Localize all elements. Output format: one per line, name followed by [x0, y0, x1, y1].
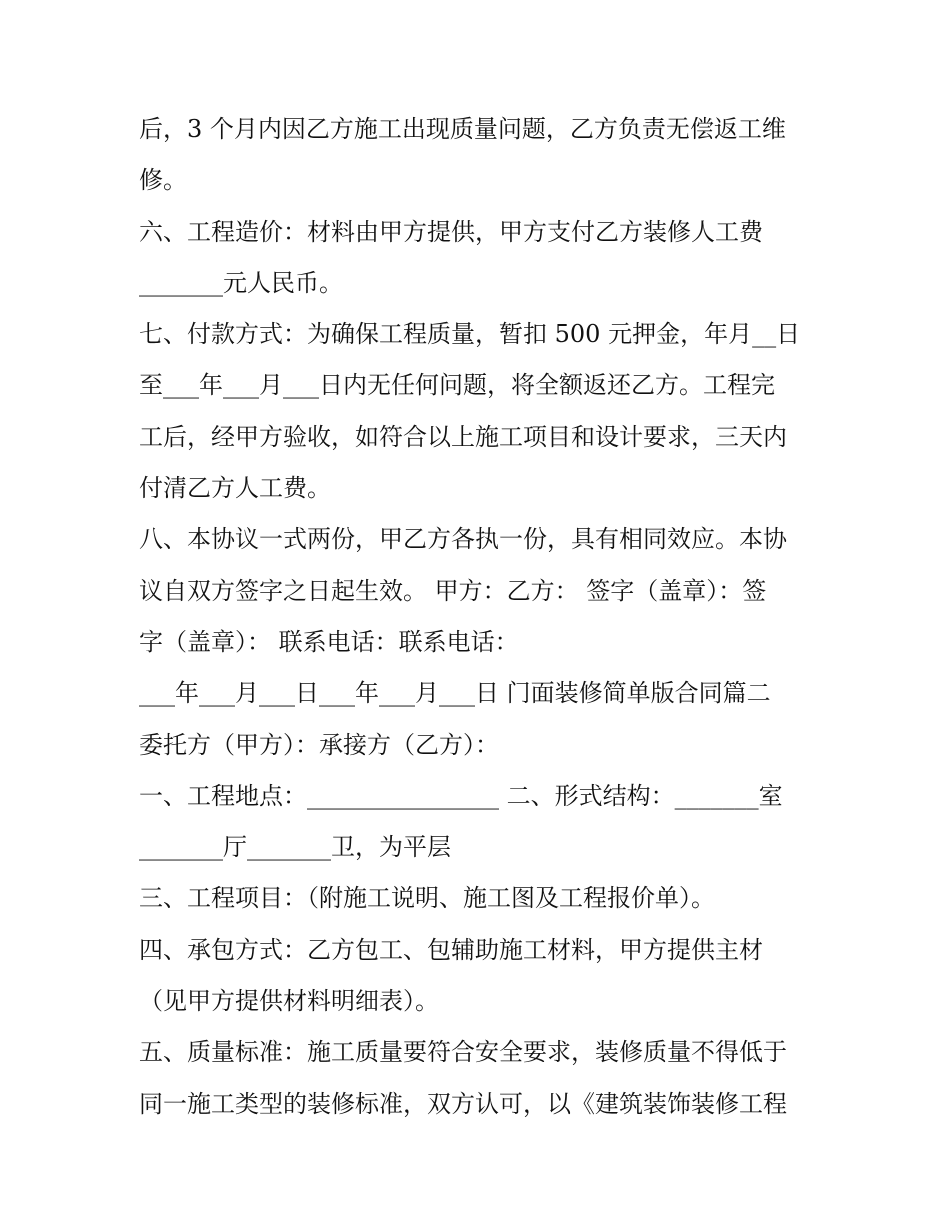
text-line: 一、工程地点：________________ 二、形式结构：_______室 — [139, 781, 783, 810]
contract-text — [139, 104, 819, 1130]
text-line: 后，3 个月内因乙方施工出现质量问题，乙方负责无偿返工维 — [139, 115, 786, 143]
text-line: 至___年___月___日内无任何问题，将全额返还乙方。工程完 — [139, 371, 775, 400]
text-line: 议自双方签字之日起生效。 甲方：乙方： 签字（盖章）：签 — [139, 576, 767, 605]
text-line: _______元人民币。 — [139, 268, 343, 297]
text-line: 字（盖章）： 联系电话：联系电话： — [139, 627, 519, 656]
text-line: 八、本协议一式两份，甲乙方各执一份，具有相同效应。本协 — [139, 525, 787, 554]
text-line: 工后，经甲方验收，如符合以上施工项目和设计要求，三天内 — [139, 422, 787, 451]
text-line: 修。 — [139, 166, 187, 195]
text-line: 三、工程项目：（附施工说明、施工图及工程报价单）。 — [139, 884, 715, 913]
text-line: 付清乙方人工费。 — [139, 474, 331, 503]
text-line: （见甲方提供材料明细表）。 — [139, 987, 439, 1016]
text-line: 七、付款方式：为确保工程质量，暂扣 500 元押金，年月__日 — [139, 320, 801, 349]
text-line: _______厅_______卫，为平层 — [139, 833, 451, 862]
text-line: ___年___月___日___年___月___日 门面装修简单版合同篇二 — [139, 679, 771, 708]
text-line: 六、工程造价：材料由甲方提供，甲方支付乙方装修人工费 — [139, 217, 763, 246]
text-line: 四、承包方式：乙方包工、包辅助施工材料，甲方提供主材 — [139, 935, 763, 964]
text-line: 五、质量标准：施工质量要符合安全要求，装修质量不得低于 — [139, 1038, 787, 1067]
text-line: 委托方（甲方）：承接方（乙方）： — [139, 730, 499, 759]
text-line: 同一施工类型的装修标准，双方认可，以《建筑装饰装修工程 — [139, 1089, 787, 1118]
